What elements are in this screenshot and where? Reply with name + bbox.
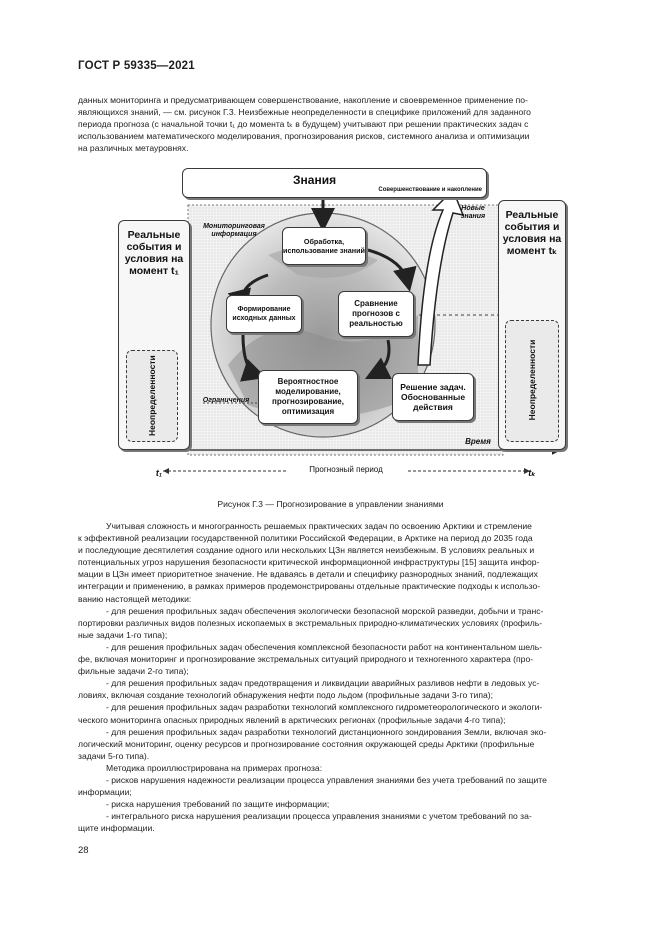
text-line: ческого мониторинга опасных природных явлений в арктических регионах (профильные задачи 4-го типа); (78, 714, 506, 725)
modeling-label: Вероятностное моделирование, прогнозирование, оптимизация (272, 377, 344, 416)
processing-box (282, 227, 366, 265)
text-line: - для решения профильных задач обеспечения экологически безопасной морской разведки, добычи и транс- (106, 605, 544, 616)
intro-paragraph (78, 94, 599, 154)
comparison-label: Сравнение прогнозов с реальностью (349, 299, 403, 328)
modeling-box (258, 370, 358, 424)
text-line: ловиях, включая создание технологий обнаружения нефти подо льдом (профильные задачи 3-го типа); (78, 690, 494, 701)
uncertainty-right-label: Неопределенности (527, 339, 537, 421)
text-line: ные задачи 1-го типа); (78, 629, 168, 640)
text-line: - риска нарушения требований по защите информации; (106, 799, 330, 810)
paragraph (78, 605, 599, 641)
text-line: - интегрального риска нарушения реализации процесса управления знаниями с учетом требований по за- (106, 811, 532, 822)
text-line: на различных метауровнях. (78, 143, 189, 154)
monitoring-label: Мониторинговая информация (203, 223, 265, 238)
page-number: 28 (78, 845, 89, 856)
processing-label: Обработка, использование знаний (283, 237, 365, 255)
text-line: и последующие десятилетия создание одного или нескольких ЦЗн является неизбежным. В условиях реальных и (78, 545, 535, 556)
knowledge-subtitle: Совершенствование и накопление (378, 187, 482, 193)
t-start-label: t₁ (155, 468, 163, 478)
text-line: информации; (78, 787, 132, 798)
text-line: использованием математического моделирования, прогнозирования рисков, системного анализа и оптимизации (78, 131, 530, 142)
paragraph (78, 810, 599, 834)
text-line: периода прогноза (с начальной точки t₁ до момента tₖ в будущем) учитывают при решении практических задач с (78, 119, 529, 130)
text-line: ванию настоящей методики: (78, 593, 192, 604)
new-knowledge-label: Новые знания (460, 205, 486, 220)
decision-box (392, 373, 474, 421)
uncertainty-left-label: Неопределенности (147, 355, 157, 436)
text-line: - для решения профильных задач разработки технологий дистанционного зондирования Земли, включая эко- (106, 726, 547, 737)
text-line: - рисков нарушения надежности реализации процесса управления знаниями без учета требований по защите (106, 774, 547, 785)
text-line: задачи 5-го типа). (78, 750, 150, 761)
text-line: Методика проиллюстрирована на примерах прогноза: (106, 762, 323, 773)
text-line: Учитывая сложность и многогранность решаемых практических задач по освоению Арктики и стремление (106, 521, 532, 531)
decision-label: Решение задач. Обоснованные действия (400, 382, 466, 412)
time-label: Время (465, 437, 491, 446)
period-label: Прогнозный период (286, 465, 406, 474)
text-line: - для решения профильных задач предотвращения и ликвидации аварийных разливов нефти в ледовых ус- (106, 678, 540, 689)
text-line: фе, включая мониторинг и прогнозирование экстремальных ситуаций природного и техногенного характера (про- (78, 654, 534, 665)
left-events-label: Реальные события и условия на момент t₁ (124, 229, 184, 277)
paragraph (78, 726, 599, 762)
right-events-label: Реальные события и условия на момент tₖ (502, 209, 562, 257)
text-line: - для решения профильных задач обеспечения комплексной безопасности работ на континентальном шель- (106, 641, 543, 652)
knowledge-title: Знания (293, 173, 337, 187)
text-line: потенциальных угроз нарушения безопасности критической информационной инфраструктуры [15] защита инфор- (78, 557, 540, 568)
text-line: щите информации. (78, 823, 155, 834)
figure-caption: Рисунок Г.3 — Прогнозирование в управлении знаниями (217, 499, 444, 509)
paragraph (78, 798, 599, 810)
text-line: логический мониторинг, оценку ресурсов и прогнозирование состояния окружающей среды Арктики (профильные (78, 738, 535, 749)
restrictions-label: Ограничения (202, 397, 250, 404)
text-line: - для решения профильных задач разработки технологий комплексного гидрометеорологического и экологи- (106, 702, 543, 713)
knowledge-forecast-diagram (118, 165, 567, 483)
paragraph (78, 762, 599, 774)
text-line: портировки различных видов полезных ископаемых в экстремальных природно-климатических условиях (профиль- (78, 617, 543, 628)
text-line: к эффективной реализации государственной политики Российской Федерации, в Арктике на период до 2035 года (78, 533, 533, 544)
formation-box (226, 295, 302, 333)
paragraph (78, 677, 599, 701)
paragraph (78, 774, 599, 798)
paragraph (78, 701, 599, 725)
document-code: ГОСТ Р 59335—2021 (78, 60, 195, 72)
text-line: являющихся знаний, — см. рисунок Г.3. Неизбежные неопределенности в специфике приложений для заданного (78, 107, 531, 118)
text-line: мации в ЦЗн имеет приоритетное значение. Не вдаваясь в детали и специфику разнородных знаний, подлежащих (78, 569, 538, 580)
formation-label: Формирование исходных данных (232, 306, 296, 322)
text-line: интеграции и применению, в рамках примеров продемонстрированы отдельные практические подходы к использо- (78, 581, 541, 592)
knowledge-box (182, 168, 487, 198)
text-line: данных мониторинга и предусматривающем совершенствование, накопление и своевременное применение по- (78, 95, 528, 105)
t-end-label: tₖ (528, 468, 536, 478)
text-line: фильные задачи 2-го типа); (78, 666, 189, 677)
body-text (78, 520, 599, 834)
paragraph (78, 641, 599, 677)
comparison-box (338, 291, 414, 337)
paragraph (78, 520, 599, 605)
